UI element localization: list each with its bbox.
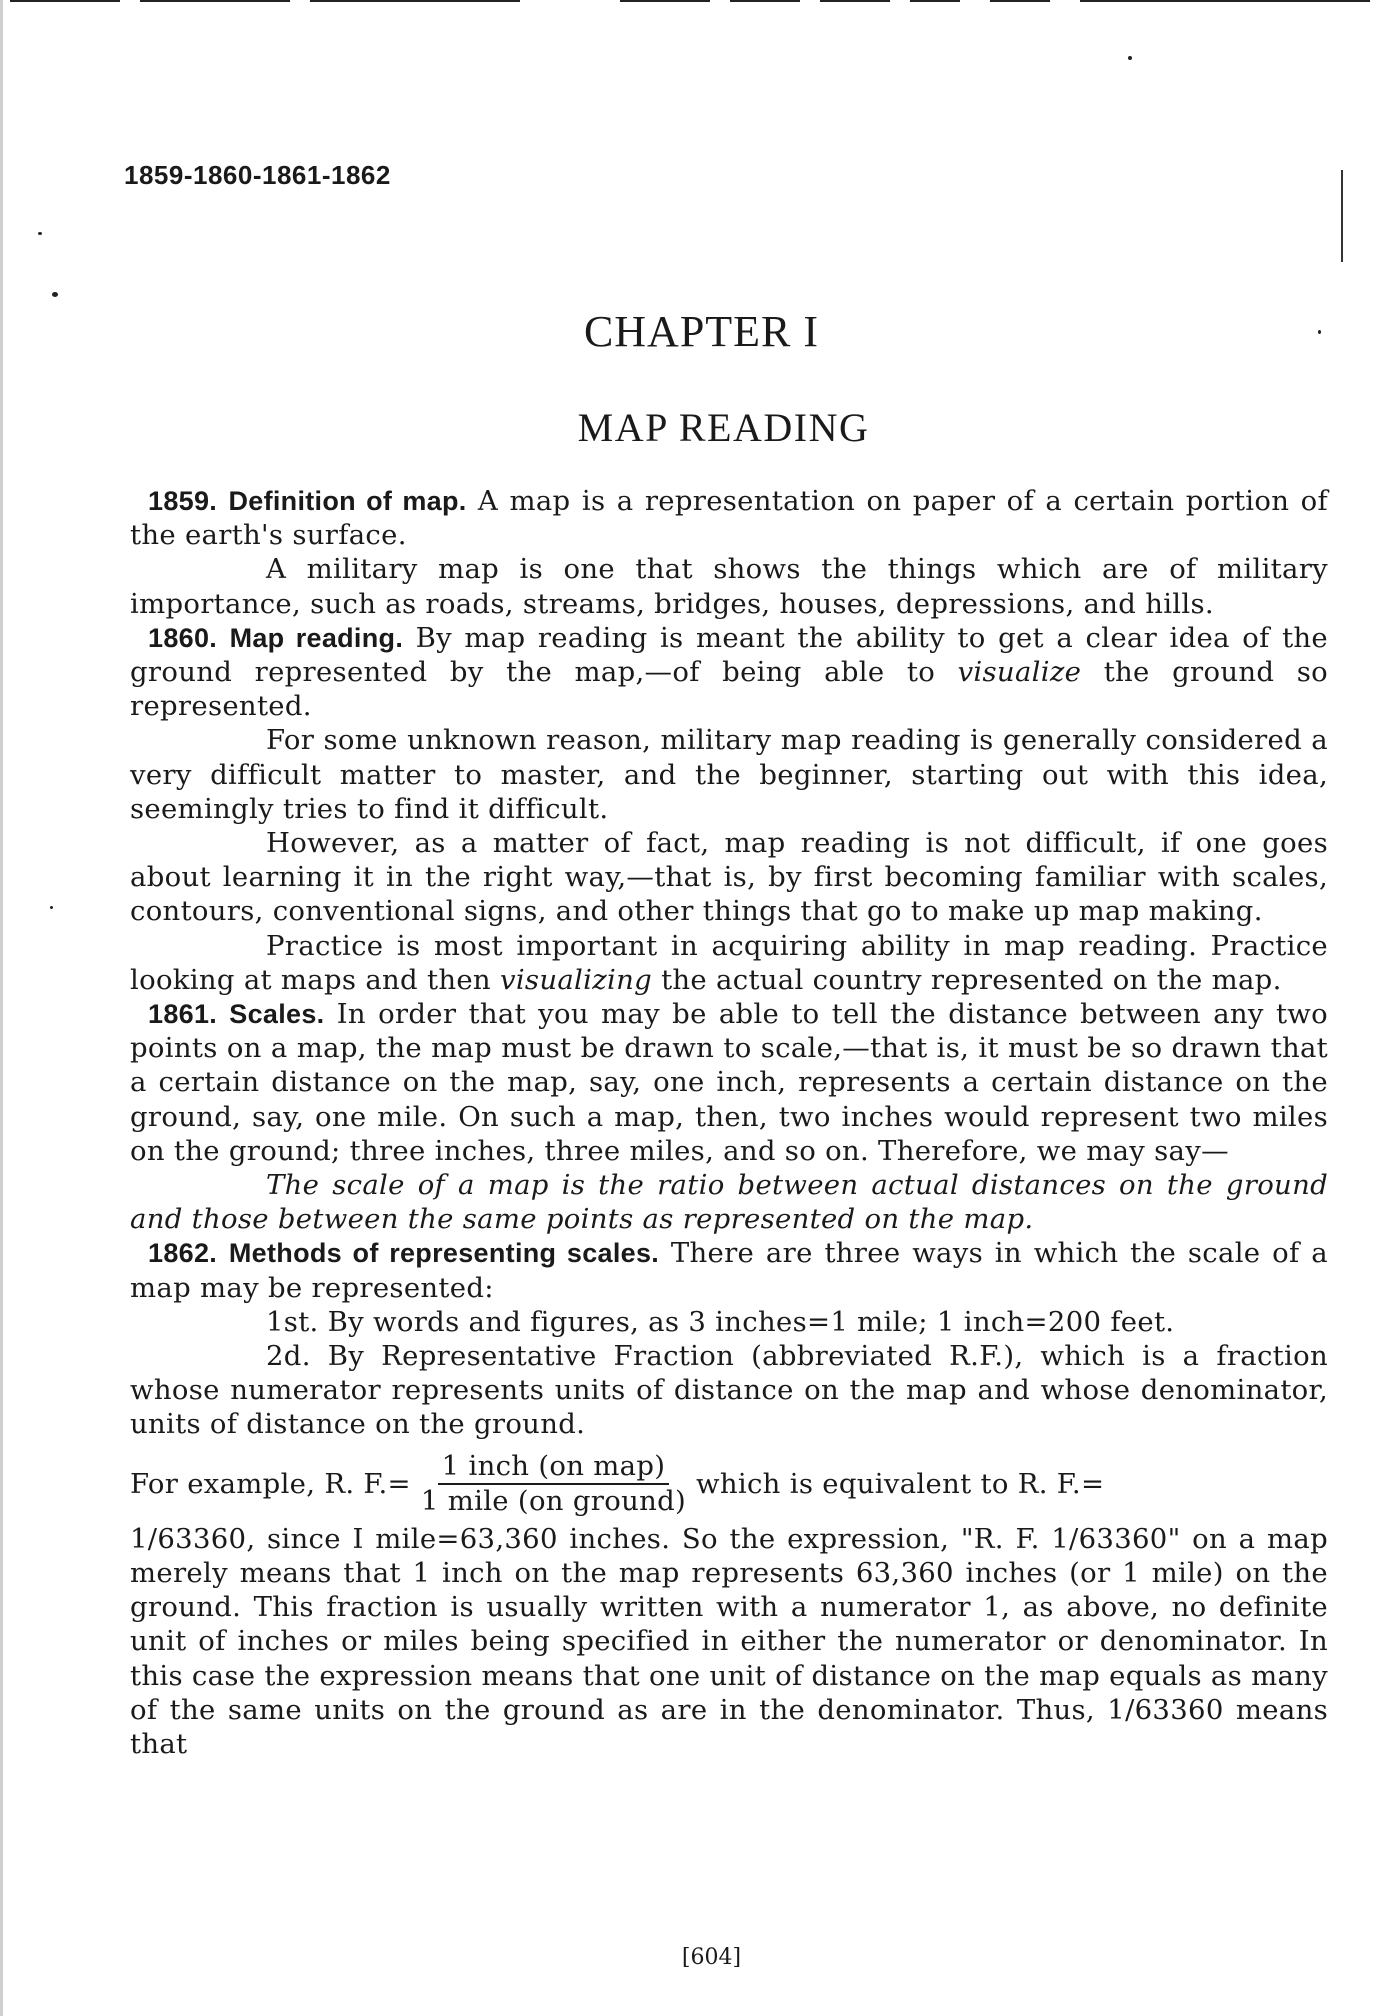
list-item: 2d. By Representative Fraction (abbreviated R.F.), which is a fraction whose numerator represents units of distance on the map and whose denominator, units of distance on the ground.	[130, 1340, 1328, 1441]
body-text	[130, 484, 1328, 1761]
paragraph-text: In order that you may be able to tell the distance between any two points on a map, the map must be drawn to scale,—that is, it must be so drawn that a certain distance on the map, say, one inch, represents a certain distance on the ground, say, one mile. On such a map, then, two inches would represent two miles on the ground; three inches, three miles, and so on. Therefore, we may say—	[130, 998, 1329, 1167]
fraction	[417, 1451, 690, 1516]
paragraph	[130, 929, 1328, 997]
scan-speck	[52, 292, 58, 297]
list-item: 1st. By words and figures, as 3 inches=1 mile; 1 inch=200 feet.	[266, 1305, 1175, 1338]
section-heading: Map reading.	[229, 622, 404, 653]
section-heading: Definition of map.	[228, 486, 467, 516]
scale-definition: The scale of a map is the ratio between actual distances on the ground and those between the same points as represented on the map.	[130, 1169, 1328, 1236]
scan-speck	[38, 232, 42, 235]
emphasis: visualize	[957, 656, 1082, 689]
section-heading: Methods of representing scales.	[228, 1238, 660, 1269]
section-number: 1862.	[148, 1238, 218, 1269]
paragraph: A military map is one that shows the things which are of military importance, such as roads, streams, bridges, houses, depressions, and hills.	[130, 553, 1328, 620]
fraction-example	[130, 1446, 1328, 1522]
scan-left-edge	[0, 0, 3, 2016]
page-number: [604]	[681, 1945, 742, 1970]
paragraph-text: the ground so represented.	[130, 656, 1328, 723]
scan-speck	[1128, 56, 1132, 60]
running-head: 1859-1860-1861-1862	[124, 160, 391, 190]
paragraph-text: Practice is most important in acquiring ability in map reading. Practice looking at maps and then	[130, 929, 1328, 996]
paragraph-1862	[130, 1236, 1328, 1304]
paragraph-1859	[130, 484, 1328, 552]
emphasis: visualizing	[499, 963, 653, 996]
section-number: 1861.	[148, 999, 218, 1030]
fraction-denominator: 1 mile (on ground)	[420, 1485, 687, 1518]
paragraph-text: the actual country represented on the map.	[652, 963, 1282, 996]
paragraph-text: A map is a representation on paper of a certain portion of the earth's surface.	[130, 485, 1328, 552]
example-suffix: which is equivalent to R. F.=	[696, 1467, 1105, 1500]
chapter-title: MAP READING	[577, 405, 870, 450]
chapter-number: CHAPTER I	[583, 307, 820, 356]
scan-speck	[50, 906, 53, 909]
section-number: 1860.	[148, 622, 218, 653]
section-number: 1859.	[148, 486, 218, 516]
top-edge-rule	[0, 0, 1383, 3]
paragraph-text: There are three ways in which the scale of a map may be represented:	[130, 1237, 1328, 1304]
paragraph: For some unknown reason, military map reading is generally considered a very difficult matter to master, and the beginner, starting out with this idea, seemingly tries to find it difficult.	[130, 724, 1328, 825]
scan-margin-line	[1341, 170, 1343, 262]
paragraph-1860	[130, 621, 1328, 724]
paragraph: 1/63360, since I mile=63,360 inches. So the expression, "R. F. 1/63360" on a map merely means that 1 inch on the map represents 63,360 inches (or 1 mile) on the ground. This fraction is usually written with a numerator 1, as above, no definite unit of inches or miles being specified in either the numerator or denominator. In this case the expression means that one unit of distance on the map equals as many of the same units on the ground as are in the denominator. Thus, 1/63360 means that	[130, 1522, 1328, 1760]
section-heading: Scales.	[229, 999, 325, 1030]
paragraph: However, as a matter of fact, map reading is not difficult, if one goes about learning it in the right way,—that is, by first becoming familiar with scales, contours, conventional signs, and other things that go to make up map making.	[130, 827, 1328, 928]
paragraph-text: By map reading is meant the ability to get a clear idea of the ground represented by the map,—of being able to	[130, 621, 1329, 689]
fraction-numerator: 1 inch (on map)	[438, 1451, 670, 1485]
paragraph-1861	[130, 997, 1328, 1168]
example-prefix: For example, R. F.=	[130, 1467, 411, 1500]
